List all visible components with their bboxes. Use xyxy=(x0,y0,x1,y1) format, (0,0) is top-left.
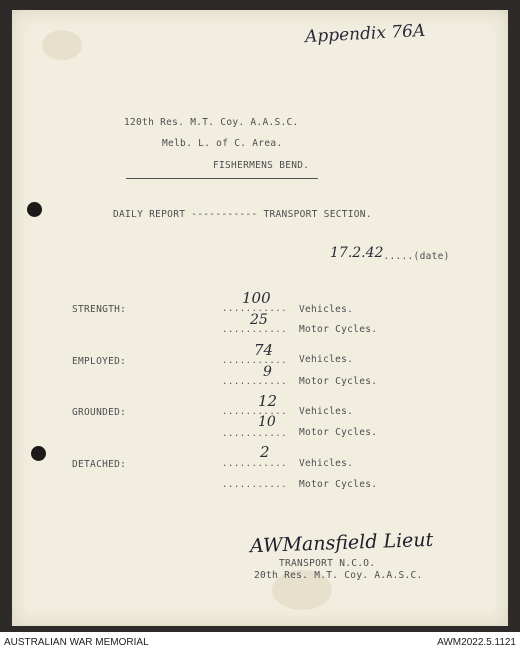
section-label: GROUNDED: xyxy=(72,407,127,418)
date-value: 17.2.42 xyxy=(330,245,384,261)
section-label: DETACHED: xyxy=(72,459,127,470)
count-value: 2 xyxy=(260,443,270,461)
dot-leader: ........... xyxy=(222,304,288,314)
section-label: EMPLOYED: xyxy=(72,356,127,367)
unit-label: Vehicles. xyxy=(299,458,354,469)
report-title: DAILY REPORT ----------- TRANSPORT SECTION. xyxy=(113,209,372,220)
punch-hole xyxy=(31,446,46,461)
dot-leader: ........... xyxy=(222,356,288,366)
dot-leader: ........... xyxy=(222,377,288,387)
unit-label: Motor Cycles. xyxy=(299,324,378,335)
appendix-annotation: Appendix 76A xyxy=(304,20,426,48)
count-value: 100 xyxy=(242,289,271,307)
dot-leader: ........... xyxy=(222,459,288,469)
date-dots: ..... xyxy=(383,251,414,262)
unit-label: Vehicles. xyxy=(299,406,354,417)
archive-footer xyxy=(0,632,520,653)
unit-label: Motor Cycles. xyxy=(299,376,378,387)
unit-label: Vehicles. xyxy=(299,354,354,365)
footer-accession-number: AWM2022.5.1121 xyxy=(437,637,516,648)
header-area: Melb. L. of C. Area. xyxy=(162,138,283,149)
report-date xyxy=(330,244,450,263)
count-value: 25 xyxy=(250,312,268,328)
date-label: (date) xyxy=(413,251,450,262)
count-value: 74 xyxy=(254,341,274,359)
header-rule xyxy=(126,178,318,179)
footer-institution: AUSTRALIAN WAR MEMORIAL xyxy=(4,637,149,648)
unit-label: Vehicles. xyxy=(299,304,354,315)
count-value: 12 xyxy=(258,392,278,410)
header-location: FISHERMENS BEND. xyxy=(213,160,310,171)
dot-leader: ........... xyxy=(222,407,288,417)
count-value: 10 xyxy=(258,414,276,430)
paper-stain xyxy=(42,30,82,60)
signature-unit: 20th Res. M.T. Coy. A.A.S.C. xyxy=(254,570,423,581)
punch-hole xyxy=(27,202,42,217)
count-value: 9 xyxy=(263,364,272,380)
dot-leader: ........... xyxy=(222,325,288,335)
handwritten-signature: AWMansfield Lieut xyxy=(249,528,434,558)
unit-label: Motor Cycles. xyxy=(299,479,378,490)
section-label: STRENGTH: xyxy=(72,304,127,315)
header-unit: 120th Res. M.T. Coy. A.A.S.C. xyxy=(124,117,299,128)
dot-leader: ........... xyxy=(222,429,288,439)
signature-title: TRANSPORT N.C.O. xyxy=(279,558,376,569)
dot-leader: ........... xyxy=(222,480,288,490)
unit-label: Motor Cycles. xyxy=(299,427,378,438)
